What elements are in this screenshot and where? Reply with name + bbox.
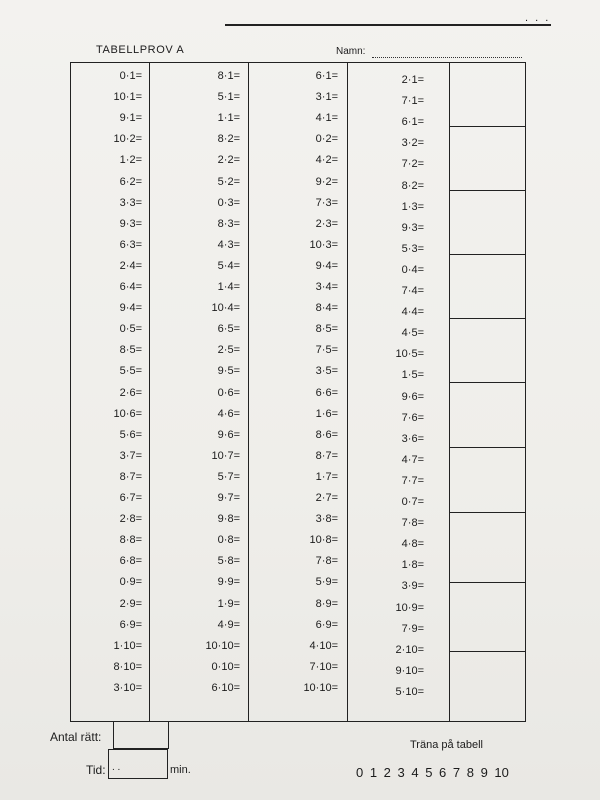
problem-cell: 5·5= (119, 365, 142, 378)
problem-cell: 9·9= (217, 576, 240, 589)
problem-cell: 7·2= (401, 158, 424, 171)
problem-cell: 9·3= (119, 217, 142, 230)
problem-cell: 10·7= (211, 449, 240, 462)
problem-cell: 4·6= (217, 407, 240, 420)
problem-cell: 6·7= (119, 492, 142, 504)
problem-cell: 5·9= (315, 576, 338, 589)
problem-cell: 5·3= (401, 242, 424, 255)
score-scale: 0 1 2 3 4 5 6 7 8 9 10 (356, 765, 509, 780)
name-label: Namn: (336, 46, 366, 57)
problem-cell: 5·6= (119, 428, 142, 441)
problem-cell: 3·6= (401, 432, 424, 445)
problem-cell: 10·3= (309, 238, 338, 251)
problem-cell: 8·8= (119, 534, 142, 547)
problem-cell: 2·5= (217, 344, 240, 357)
problem-cell: 9·1= (119, 112, 142, 125)
problem-cell: 9·7= (217, 492, 240, 504)
problem-cell: 1·6= (315, 407, 338, 420)
problem-cell: 4·2= (315, 154, 338, 167)
problem-cell: 7·3= (315, 196, 338, 209)
problem-cell: 8·7= (315, 449, 338, 462)
problem-cell: 0·9= (119, 576, 142, 589)
name-line (372, 57, 522, 58)
problem-cell: 7·7= (401, 474, 424, 487)
problem-cell: 4·10= (309, 639, 338, 652)
problem-cell: 0·2= (315, 133, 338, 146)
problem-cell: 9·4= (119, 302, 142, 315)
problem-cell: 9·6= (401, 390, 424, 403)
problem-cell: 8·6= (315, 428, 338, 441)
problem-cell: 7·8= (315, 555, 338, 568)
problem-cell: 0·1= (119, 70, 142, 82)
problem-cell: 1·3= (401, 200, 424, 213)
problem-cell: 0·3= (217, 196, 240, 209)
problem-cell: 8·4= (315, 302, 338, 315)
score-box-divider (449, 126, 526, 127)
score-box-divider (449, 382, 526, 383)
problem-cell: 8·2= (217, 133, 240, 146)
problem-cell: 3·9= (401, 580, 424, 593)
problem-cell: 9·5= (217, 365, 240, 378)
problem-cell: 1·9= (217, 597, 240, 610)
problem-cell: 4·7= (401, 453, 424, 466)
tid-label: Tid: (86, 763, 106, 777)
problem-cell: 2·8= (119, 513, 142, 526)
problem-cell: 9·8= (217, 513, 240, 526)
problem-cell: 10·4= (211, 302, 240, 315)
problem-cell: 5·4= (217, 259, 240, 272)
problem-cell: 10·2= (113, 133, 142, 146)
trana-label: Träna på tabell (410, 739, 483, 751)
problem-cell: 8·10= (113, 660, 142, 673)
problem-cell: 3·1= (315, 91, 338, 104)
problem-cell: 6·9= (119, 618, 142, 631)
score-box-divider (449, 318, 526, 319)
problem-cell: 6·5= (217, 323, 240, 336)
problem-cell: 3·7= (119, 449, 142, 462)
problem-cell: 4·5= (401, 327, 424, 340)
problem-cell: 0·7= (401, 496, 424, 508)
score-box-divider (449, 447, 526, 448)
problem-cell: 6·3= (119, 238, 142, 251)
top-rule (225, 24, 551, 26)
min-label: min. (170, 764, 191, 776)
problem-cell: 5·8= (217, 555, 240, 568)
problem-cell: 2·3= (315, 217, 338, 230)
score-box-divider (449, 512, 526, 513)
problem-cell: 8·7= (119, 470, 142, 483)
problem-cell: 9·10= (395, 664, 424, 677)
problem-cell: 5·7= (217, 470, 240, 483)
column-divider (449, 62, 450, 722)
problem-cell: 4·8= (401, 538, 424, 551)
problem-cell: 6·9= (315, 618, 338, 631)
problem-cell: 7·4= (401, 285, 424, 297)
problem-cell: 0·8= (217, 534, 240, 547)
column-divider (347, 62, 348, 722)
problem-cell: 7·5= (315, 344, 338, 357)
problem-cell: 6·2= (119, 175, 142, 188)
problem-cell: 6·1= (401, 116, 424, 129)
problem-cell: 3·4= (315, 281, 338, 293)
problem-cell: 2·9= (119, 597, 142, 610)
problem-cell: 1·1= (217, 112, 240, 125)
problem-cell: 2·1= (401, 74, 424, 86)
problem-cell: 1·8= (401, 559, 424, 572)
problem-cell: 5·1= (217, 91, 240, 104)
problem-cell: 8·5= (119, 344, 142, 357)
problem-cell: 3·8= (315, 513, 338, 526)
problem-cell: 5·10= (395, 685, 424, 698)
problem-cell: 8·1= (217, 70, 240, 82)
problem-cell: 1·4= (217, 281, 240, 293)
problem-cell: 2·7= (315, 492, 338, 504)
problem-cell: 1·5= (401, 369, 424, 382)
problem-cell: 2·2= (217, 154, 240, 167)
problem-cell: 10·1= (113, 91, 142, 104)
problem-cell: 3·10= (113, 681, 142, 694)
problem-cell: 10·9= (395, 601, 424, 614)
problem-cell: 4·9= (217, 618, 240, 631)
antal-ratt-label: Antal rätt: (50, 730, 102, 744)
problem-cell: 8·5= (315, 323, 338, 336)
problem-cell: 4·3= (217, 238, 240, 251)
problem-cell: 5·2= (217, 175, 240, 188)
problem-cell: 4·4= (401, 306, 424, 319)
problem-cell: 10·6= (113, 407, 142, 420)
problem-cell: 8·3= (217, 217, 240, 230)
problem-cell: 6·10= (211, 681, 240, 694)
corner-dots: . . . (525, 12, 551, 24)
tid-box-dots: . . (112, 762, 121, 773)
column-divider (149, 62, 150, 722)
problem-cell: 10·5= (395, 348, 424, 361)
problem-cell: 7·1= (401, 95, 424, 108)
problem-cell: 6·1= (315, 70, 338, 82)
problem-cell: 2·6= (119, 386, 142, 399)
problem-cell: 3·2= (401, 137, 424, 150)
problem-cell: 7·10= (309, 660, 338, 673)
problem-cell: 10·10= (303, 681, 338, 694)
problem-cell: 1·7= (315, 470, 338, 483)
problem-cell: 9·3= (401, 221, 424, 234)
problem-cell: 7·6= (401, 411, 424, 424)
score-box-divider (449, 582, 526, 583)
problem-cell: 10·10= (205, 639, 240, 652)
problem-cell: 6·6= (315, 386, 338, 399)
problem-cell: 9·2= (315, 175, 338, 188)
problem-cell: 1·2= (119, 154, 142, 167)
problem-cell: 0·6= (217, 386, 240, 399)
problem-cell: 2·10= (395, 643, 424, 656)
problem-cell: 8·2= (401, 179, 424, 192)
problem-cell: 9·4= (315, 259, 338, 272)
problem-cell: 1·10= (113, 639, 142, 652)
problem-cell: 3·5= (315, 365, 338, 378)
problem-cell: 0·10= (211, 660, 240, 673)
problem-cell: 7·9= (401, 622, 424, 635)
problem-cell: 7·8= (401, 517, 424, 530)
problem-cell: 4·1= (315, 112, 338, 125)
problem-cell: 0·5= (119, 323, 142, 336)
score-box-divider (449, 254, 526, 255)
column-divider (248, 62, 249, 722)
problem-cell: 0·4= (401, 263, 424, 276)
problem-cell: 6·8= (119, 555, 142, 568)
sheet-title: TABELLPROV A (96, 44, 185, 56)
score-box-divider (449, 651, 526, 652)
problem-cell: 8·9= (315, 597, 338, 610)
problem-cell: 10·8= (309, 534, 338, 547)
antal-ratt-box[interactable] (113, 721, 169, 749)
score-box-divider (449, 190, 526, 191)
problem-cell: 3·3= (119, 196, 142, 209)
problem-cell: 9·6= (217, 428, 240, 441)
problem-cell: 6·4= (119, 281, 142, 293)
problem-cell: 2·4= (119, 259, 142, 272)
